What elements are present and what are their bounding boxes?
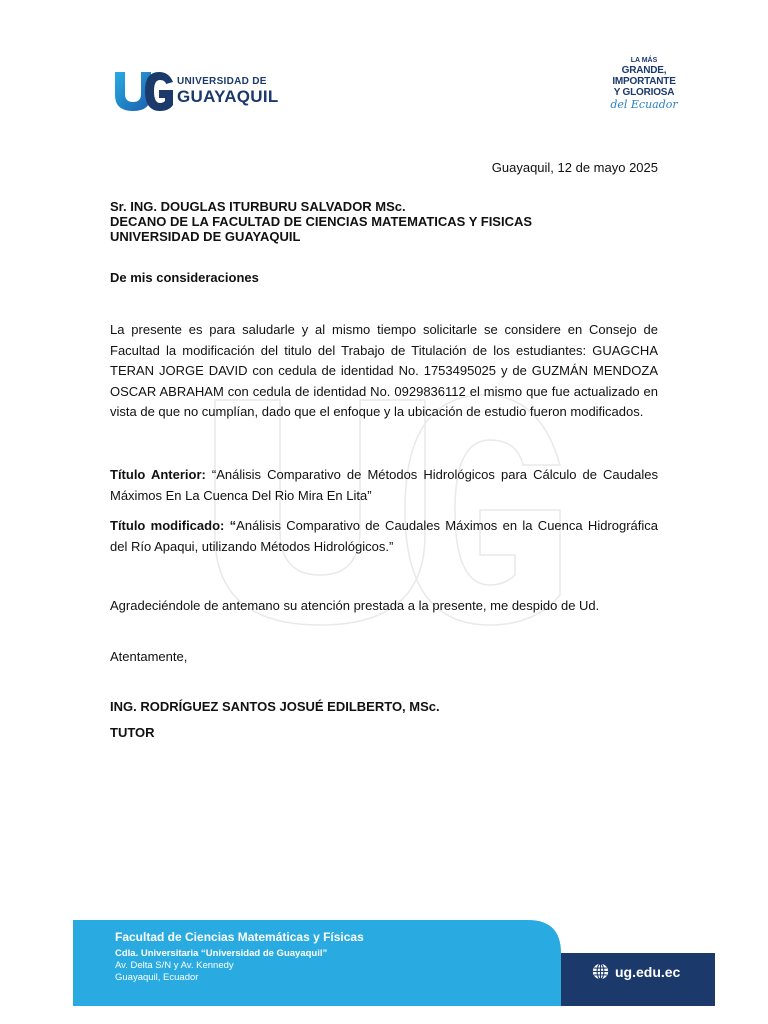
slogan-script: del Ecuador bbox=[610, 98, 678, 111]
slogan-line3: IMPORTANTE bbox=[612, 76, 676, 87]
recipient-name: Sr. ING. DOUGLAS ITURBURU SALVADOR MSc. bbox=[110, 199, 406, 214]
footer-city: Guayaquil, Ecuador bbox=[115, 972, 199, 983]
ug-logo-icon bbox=[113, 68, 175, 112]
recipient-block bbox=[110, 199, 532, 244]
slogan-logo bbox=[606, 56, 682, 126]
slogan-line4: Y GLORIOSA bbox=[613, 87, 675, 98]
new-title-text: Análisis Comparativo de Caudales Máximos en la Cuenca Hidrográfica del Río Apaqui, utilizando Métodos Hidrológicos.” bbox=[110, 518, 659, 554]
website-text: ug.edu.ec bbox=[615, 963, 681, 980]
footer-address: Av. Delta S/N y Av. Kennedy bbox=[115, 960, 234, 971]
university-logo bbox=[113, 68, 283, 112]
logo-text-line2: GUAYAQUIL bbox=[177, 87, 279, 106]
body-paragraph: La presente es para saludarle y al mismo tiempo solicitarle se considere en Consejo de Facultad la modificación del titulo del Trabajo de Titulación de los estudiantes: GUAGCHA TERAN JORGE DAVID con cedula de identidad No. 1753495025 y de GUZMÁN MENDOZA OSCAR ABRAHAM con cedula de identidad No. 0929836112 el mismo que fue actualizado en vista de que no cumplían, dado que el enfoque y la ubicación de estudio fueron modificados. bbox=[110, 322, 658, 419]
logo-text-line1: UNIVERSIDAD DE bbox=[177, 76, 267, 87]
new-title-label: Título modificado: “ bbox=[110, 518, 237, 533]
website-link[interactable] bbox=[592, 963, 680, 980]
letter-date: Guayaquil, 12 de mayo 2025 bbox=[491, 160, 658, 175]
new-title-paragraph bbox=[110, 516, 658, 557]
recipient-institution: UNIVERSIDAD DE GUAYAQUIL bbox=[110, 229, 301, 244]
thanks-paragraph: Agradeciéndole de antemano su atención prestada a la presente, me despido de Ud. bbox=[110, 598, 600, 613]
footer-faculty: Facultad de Ciencias Matemáticas y Físicas bbox=[115, 930, 364, 944]
old-title-text: “Análisis Comparativo de Métodos Hidrológicos para Cálculo de Caudales Máximos En La Cuenca Del Rio Mira En Lita” bbox=[110, 467, 658, 503]
slogan-line2: GRANDE, bbox=[621, 65, 667, 76]
old-title-label: Título Anterior: bbox=[110, 467, 206, 482]
signer-name: ING. RODRÍGUEZ SANTOS JOSUÉ EDILBERTO, MSc. bbox=[110, 699, 440, 714]
greeting: De mis consideraciones bbox=[110, 270, 259, 285]
globe-icon bbox=[592, 963, 609, 980]
recipient-title: DECANO DE LA FACULTAD DE CIENCIAS MATEMATICAS Y FISICAS bbox=[110, 214, 533, 229]
closing: Atentamente, bbox=[110, 649, 188, 664]
old-title-paragraph bbox=[110, 465, 658, 506]
slogan-line1: LA MÁS bbox=[630, 57, 658, 64]
signer-role: TUTOR bbox=[110, 725, 155, 740]
footer-campus: Cdla. Universitaria “Universidad de Guayaquil” bbox=[115, 948, 328, 959]
